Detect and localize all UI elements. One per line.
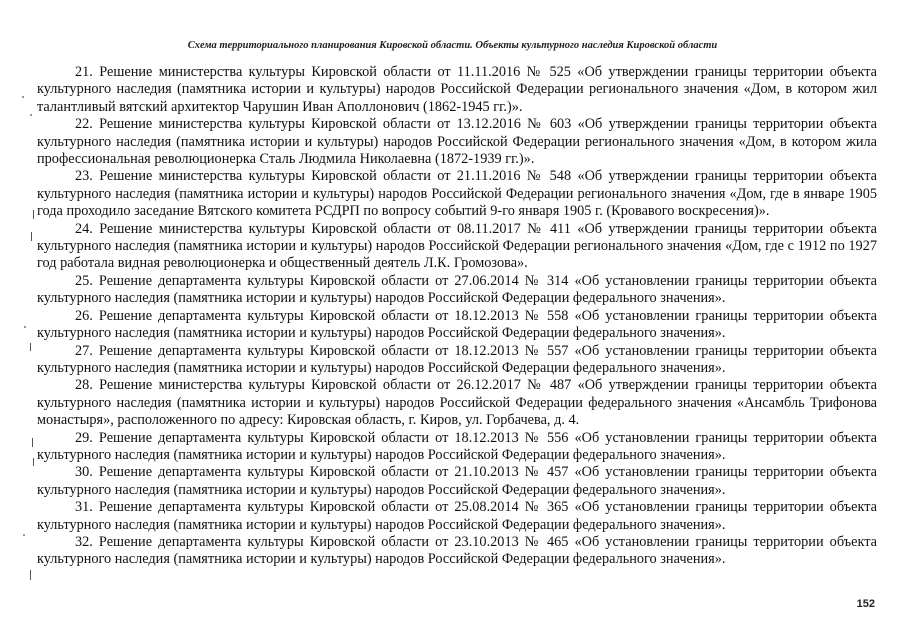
paragraph-28: 28. Решение министерства культуры Кировской области от 26.12.2017 № 487 «Об утверждении границы территории объекта культурного наследия (памятника истории и культуры) народов Российской Федерации федерального значения «Ансамбль Трифонова монастыря», расположенного по адресу: Кировская область, г. Киров, ул. Горбачева, д. 4.	[37, 377, 877, 429]
paragraph-21: 21. Решение министерства культуры Кировской области от 11.11.2016 № 525 «Об утверждении границы территории объекта культурного наследия (памятника истории и культуры) народов Российской Федерации регионального значения «Дом, в котором жил талантливый вятский архитектор Чарушин Иван Аполлонович (1862-1945 гг.)».	[37, 64, 877, 115]
scan-artifact	[31, 232, 32, 241]
scan-artifact	[33, 210, 34, 219]
scan-artifact	[23, 534, 25, 536]
paragraph-23: 23. Решение министерства культуры Кировской области от 21.11.2016 № 548 «Об утверждении границы территории объекта культурного наследия (памятника истории и культуры) народов Российской Федерации регионального значения «Дом, где в январе 1905 года проходило заседание Вятского комитета РСДРП по вопросу событий 9-го января 1905 г. (Кровавого воскресения)».	[37, 168, 877, 220]
paragraph-24: 24. Решение министерства культуры Кировской области от 08.11.2017 № 411 «Об утверждении границы территории объекта культурного наследия (памятника истории и культуры) народов Российской Федерации регионального значения «Дом, где с 1912 по 1927 год работала видная революционерка и общественный деятель Л.К. Громозова».	[37, 220, 877, 272]
scan-artifact	[22, 96, 24, 98]
scan-artifact	[24, 326, 26, 328]
paragraph-25: 25. Решение департамента культуры Кировской области от 27.06.2014 № 314 «Об установлении границы территории объекта культурного наследия (памятника истории и культуры) народов Российской Федерации федерального значения».	[37, 272, 877, 307]
paragraph-29: 29. Решение департамента культуры Кировской области от 18.12.2013 № 556 «Об установлении границы территории объекта культурного наследия (памятника истории и культуры) народов Российской Федерации федерального значения».	[37, 429, 877, 463]
paragraph-27: 27. Решение департамента культуры Кировской области от 18.12.2013 № 557 «Об установлении границы территории объекта культурного наследия (памятника истории и культуры) народов Российской Федерации федерального значения».	[37, 342, 877, 376]
scan-artifact	[30, 343, 31, 351]
page-header: Схема территориального планирования Кировской области. Объекты культурного наследия Кировской области	[187, 40, 718, 51]
document-body	[37, 64, 877, 569]
paragraph-31: 31. Решение департамента культуры Кировской области от 25.08.2014 № 365 «Об установлении границы территории объекта культурного наследия (памятника истории и культуры) народов Российской Федерации федерального значения».	[37, 499, 877, 533]
paragraph-30: 30. Решение департамента культуры Кировской области от 21.10.2013 № 457 «Об установлении границы территории объекта культурного наследия (памятника истории и культуры) народов Российской Федерации федерального значения».	[37, 464, 877, 498]
scan-artifact	[33, 458, 34, 466]
paragraph-22: 22. Решение министерства культуры Кировской области от 13.12.2016 № 603 «Об утверждении границы территории объекта культурного наследия (памятника истории и культуры) народов Российской Федерации регионального значения «Дом, в котором жила профессиональная революционерка Сталь Людмила Николаевна (1872-1939 гг.)».	[37, 116, 877, 168]
scan-artifact	[30, 570, 31, 580]
page-number: 152	[856, 598, 875, 610]
scan-artifact	[30, 114, 32, 116]
paragraph-26: 26. Решение департамента культуры Кировской области от 18.12.2013 № 558 «Об установлении границы территории объекта культурного наследия (памятника истории и культуры) народов Российской Федерации федерального значения».	[37, 307, 877, 342]
scan-artifact	[32, 438, 33, 447]
paragraph-32: 32. Решение департамента культуры Кировской области от 23.10.2013 № 465 «Об установлении границы территории объекта культурного наследия (памятника истории и культуры) народов Российской Федерации федерального значения».	[37, 533, 877, 568]
